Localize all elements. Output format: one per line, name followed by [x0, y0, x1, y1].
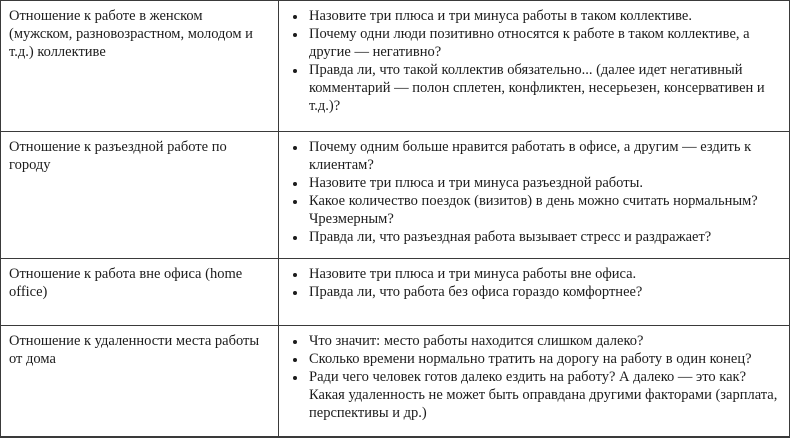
questions-cell [279, 1, 790, 132]
question-item: • Что значит: место работы находится слишком далеко? [307, 332, 779, 350]
topic-text: Отношение к работа вне офиса (home office) [9, 266, 243, 300]
topic-text: Отношение к работе в женском (мужском, разновозрастном, молодом и т.д.) коллективе [9, 8, 253, 60]
topic-text: Отношение к разъездной работе по городу [9, 139, 227, 173]
table-row [1, 259, 790, 326]
question-item: • Назовите три плюса и три минуса работы в таком коллективе. [307, 7, 779, 25]
topic-text: Отношение к удаленности места работы от дома [9, 333, 260, 367]
questions-cell [279, 259, 790, 326]
question-item: • Правда ли, что работа без офиса гораздо комфортнее? [307, 283, 779, 301]
question-item: • Почему одним больше нравится работать в офисе, а другим — ездить к клиентам? [307, 138, 779, 174]
table-row [1, 326, 790, 437]
questions-cell [279, 326, 790, 437]
question-item: • Правда ли, что такой коллектив обязательно... (далее идет негативный комментарий — полон сплетен, конфликтен, несерьезен, консервативен и т.д.)? [307, 61, 779, 115]
question-item: • Назовите три плюса и три минуса разъездной работы. [307, 174, 779, 192]
table-body [1, 1, 790, 437]
table-row [1, 1, 790, 132]
topic-cell [1, 132, 279, 259]
topic-cell [1, 259, 279, 326]
questions-cell [279, 132, 790, 259]
topic-cell [1, 1, 279, 132]
question-item: • Назовите три плюса и три минуса работы вне офиса. [307, 265, 779, 283]
questions-list [281, 265, 779, 301]
questions-list [281, 7, 779, 115]
questions-list [281, 332, 779, 422]
table-row [1, 132, 790, 259]
question-item: • Какое количество поездок (визитов) в день можно считать нормальным? Чрезмерным? [307, 192, 779, 228]
questions-list [281, 138, 779, 246]
question-item: • Правда ли, что разъездная работа вызывает стресс и раздражает? [307, 228, 779, 246]
question-item: • Сколько времени нормально тратить на дорогу на работу в один конец? [307, 350, 779, 368]
question-item: • Ради чего человек готов далеко ездить на работу? А далеко — это как? Какая удаленность не может быть оправдана другими факторами (зарплата, перспективы и др.) [307, 368, 779, 422]
question-item: • Почему одни люди позитивно относятся к работе в таком коллективе, а другие — негативно? [307, 25, 779, 61]
topic-cell [1, 326, 279, 437]
